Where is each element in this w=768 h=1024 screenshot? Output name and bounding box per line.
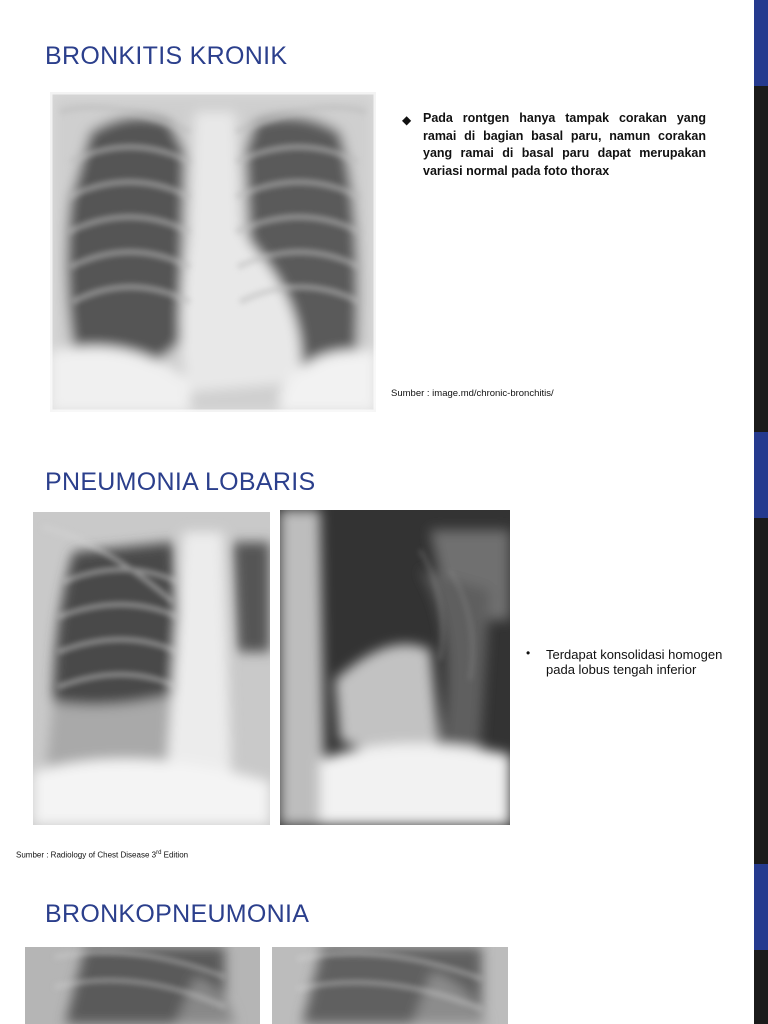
chest-xray-image — [50, 92, 376, 412]
slide-pneumonia-lobaris — [0, 432, 768, 864]
slide-bronkitis-kronik — [0, 0, 768, 432]
bullet-text: Pada rontgen hanya tampak corakan yang ramai di bagian basal paru, namun corakan yang ramai di basal paru dapat merupakan variasi normal pada foto thorax — [423, 111, 706, 178]
chest-xray-frontal-image — [33, 512, 270, 825]
chest-xray-image-right — [272, 947, 508, 1024]
slide-title: BRONKITIS KRONIK — [45, 42, 288, 70]
source-citation: Sumber : image.md/chronic-bronchitis/ — [391, 388, 554, 399]
slide-sidebar — [754, 864, 768, 1024]
bullet-icon: • — [526, 646, 531, 660]
slide-title: PNEUMONIA LOBARIS — [45, 468, 316, 496]
slide-sidebar — [754, 432, 768, 864]
diamond-bullet-icon: ◆ — [402, 113, 412, 127]
source-citation: Sumber : Radiology of Chest Disease 3rd Edition — [16, 850, 189, 860]
chest-xray-image-left — [25, 947, 260, 1024]
chest-xray-lateral-image — [280, 510, 510, 825]
slide-bronkopneumonia — [0, 864, 768, 1024]
slide-sidebar — [754, 0, 768, 432]
slide-title: BRONKOPNEUMONIA — [45, 900, 310, 928]
bullet-text: Terdapat konsolidasi homogen pada lobus tengah inferior — [546, 647, 723, 677]
